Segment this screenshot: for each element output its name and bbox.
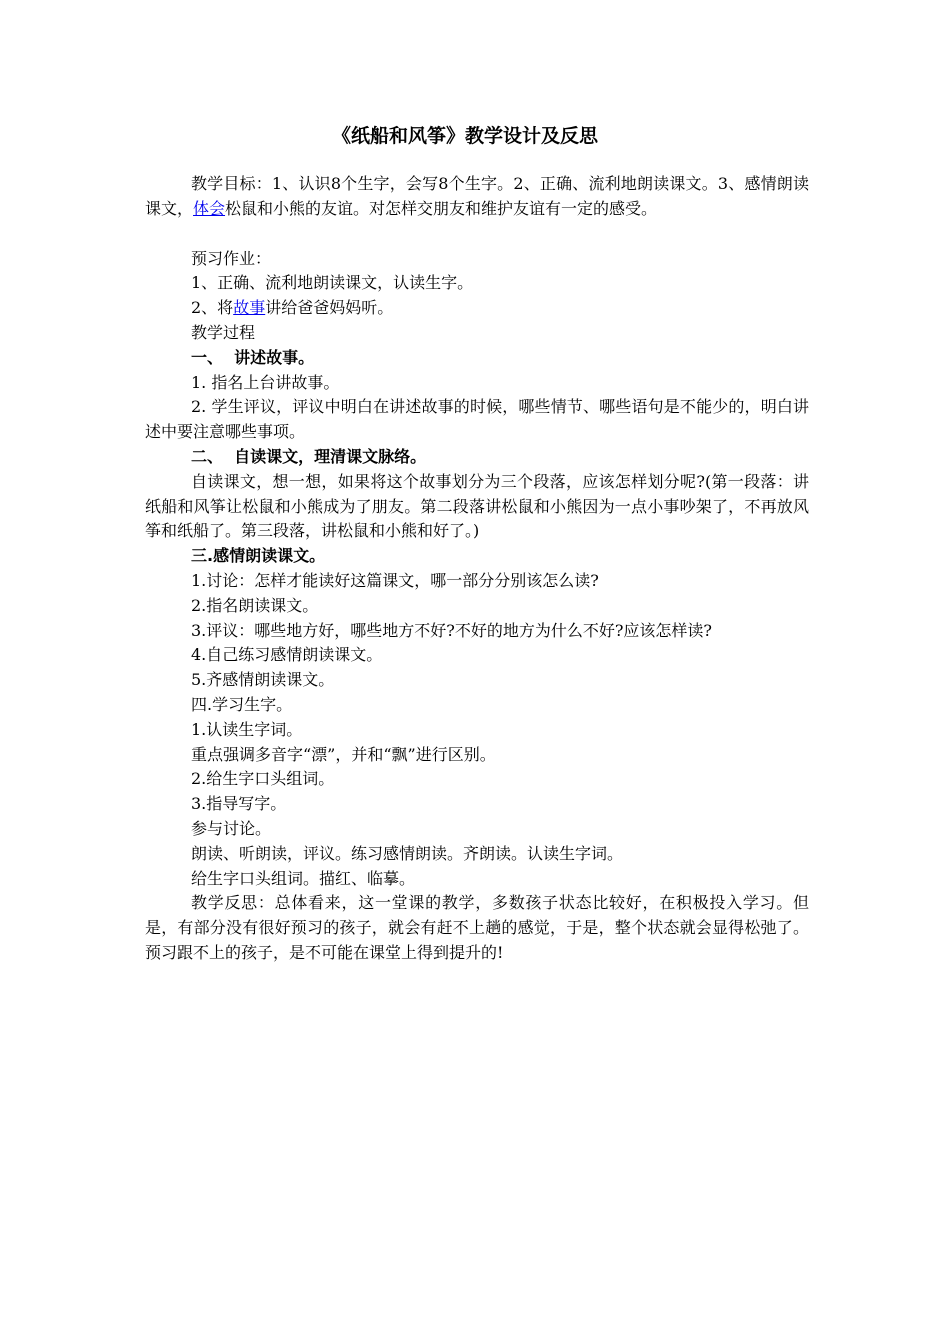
section-2-heading: 二、 自读课文，理清课文脉络。 [191, 446, 427, 466]
activity-3: 给生字口头组词。描红、临摹。 [191, 868, 416, 888]
section-4-note: 重点强调多音字“漂”，并和“飘”进行区别。 [191, 744, 496, 764]
preview-item-1: 1、正确、流利地朗读课文，认读生字。 [191, 273, 474, 293]
activity-2: 朗读、听朗读，评议。练习感情朗读。齐朗读。认读生字词。 [191, 843, 624, 863]
goal-text-after: 松鼠和小熊的友谊。对怎样交朋友和维护友谊有一定的感受。 [225, 198, 658, 218]
preview-item-2-after: 讲给爸爸妈妈听。 [265, 298, 394, 318]
section-2-text: 自读课文，想一想，如果将这个故事划分为三个段落，应该怎样划分呢?(第一段落：讲纸船和风筝让松鼠和小熊成为了朋友。第二段落讲松鼠和小熊因为一点小事吵架了，不再放风筝和纸船了。第三段落，讲松鼠和小熊和好了。) [145, 471, 809, 541]
section-1-item-2: 2. 学生评议，评议中明白在讲述故事的时候，哪些情节、哪些语句是不能少的，明白讲述中要注意哪些事项。 [145, 397, 809, 442]
preview-item-2-before: 2、将 [191, 298, 234, 318]
section-4-item-3: 3.指导写字。 [191, 794, 287, 814]
section-4-item-1: 1.认读生字词。 [191, 719, 303, 739]
section-3-item-1: 1.讨论：怎样才能读好这篇课文，哪一部分分别该怎么读? [191, 570, 599, 590]
goal-link[interactable]: 体会 [193, 198, 226, 218]
preview-heading: 预习作业： [191, 248, 272, 268]
section-3-item-2: 2.指名朗读课文。 [191, 595, 319, 615]
section-4-item-2: 2.给生字口头组词。 [191, 769, 335, 789]
story-link[interactable]: 故事 [233, 298, 266, 318]
document-title: 《纸船和风筝》教学设计及反思 [331, 125, 598, 147]
activity-1: 参与讨论。 [191, 818, 272, 838]
section-1-heading: 一、 讲述故事。 [191, 347, 315, 367]
section-1-item-1: 1. 指名上台讲故事。 [191, 372, 340, 392]
blank-line [145, 222, 809, 247]
section-4-heading: 四.学习生字。 [191, 694, 293, 714]
section-3-item-4: 4.自己练习感情朗读课文。 [191, 645, 383, 665]
section-3-item-3: 3.评议：哪些地方好，哪些地方不好?不好的地方为什么不好?应该怎样读? [191, 620, 713, 640]
teaching-goal-paragraph [145, 172, 809, 222]
goal-text-before: 教学目标：1、认识8个生字，会写8个生字。2、正确、流利地朗读课文。3、感情朗读课文， [145, 174, 809, 218]
preview-item-2 [145, 296, 809, 321]
section-3-heading: 三.感情朗读课文。 [191, 546, 326, 566]
reflection-paragraph: 教学反思：总体看来，这一堂课的教学，多数孩子状态比较好，在积极投入学习。但是，有部分没有很好预习的孩子，就会有赶不上趟的感觉，于是，整个状态就会显得松弛了。预习跟不上的孩子，是不可能在课堂上得到提升的! [145, 893, 809, 962]
document-body [145, 172, 809, 966]
section-3-item-5: 5.齐感情朗读课文。 [191, 670, 335, 690]
process-heading: 教学过程 [191, 322, 256, 342]
